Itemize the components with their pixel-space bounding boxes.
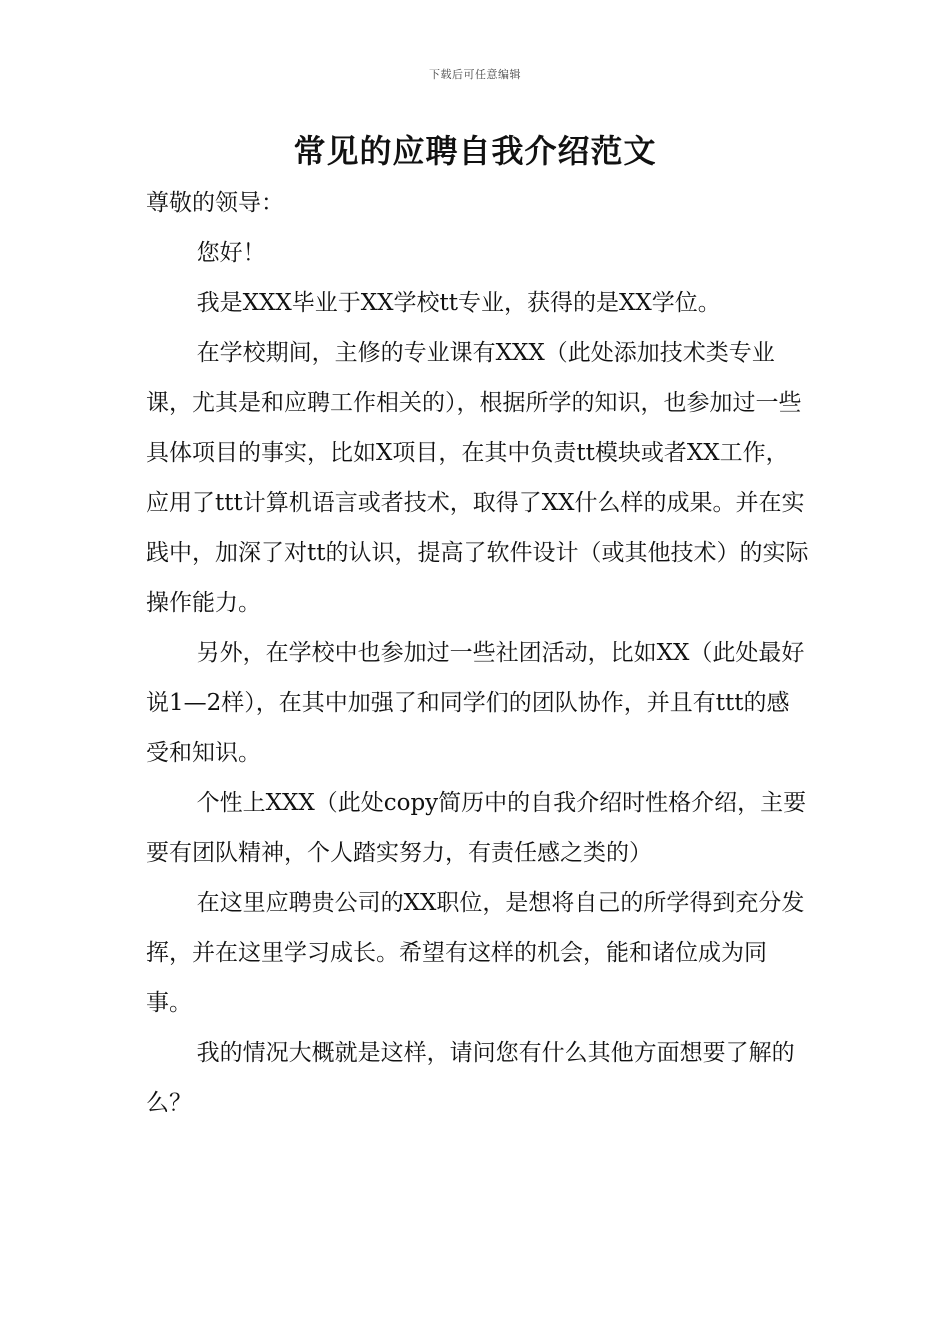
greeting: 您好！ bbox=[196, 240, 266, 266]
salutation: 尊敬的领导： bbox=[146, 190, 284, 216]
paragraph-position: 在这里应聘贵公司的XX职位，是想将自己的所学得到充分发挥，并在这里学习成长。希望有这样的机会，能和诸位成为同事。 bbox=[146, 890, 805, 1016]
paragraph-school-projects: 在学校期间，主修的专业课有XXX（此处添加技术类专业课，尤其是和应聘工作相关的），根据所学的知识，也参加过一些具体项目的事实，比如X项目，在其中负责tt模块或者XX工作，应用了ttt计算机语言或者技术，取得了XX什么样的成果。并在实践中，加深了对tt的认识，提高了软件设计（或其他技术）的实际操作能力。 bbox=[146, 340, 809, 616]
paragraph-activities: 另外，在学校中也参加过一些社团活动，比如XX（此处最好说1—2样），在其中加强了和同学们的团队协作，并且有ttt的感受和知识。 bbox=[146, 640, 805, 766]
document-body bbox=[146, 178, 811, 1128]
paragraph-personality: 个性上XXX（此处copy简历中的自我介绍时性格介绍，主要要有团队精神，个人踏实努力，有责任感之类的） bbox=[146, 790, 807, 866]
paragraph-education: 我是XXX毕业于XX学校tt专业，获得的是XX学位。 bbox=[196, 290, 721, 316]
header-note: 下载后可任意编辑 bbox=[429, 68, 521, 81]
paragraph-closing: 我的情况大概就是这样，请问您有什么其他方面想要了解的么？ bbox=[146, 1040, 795, 1116]
document-title: 常见的应聘自我介绍范文 bbox=[293, 132, 657, 170]
